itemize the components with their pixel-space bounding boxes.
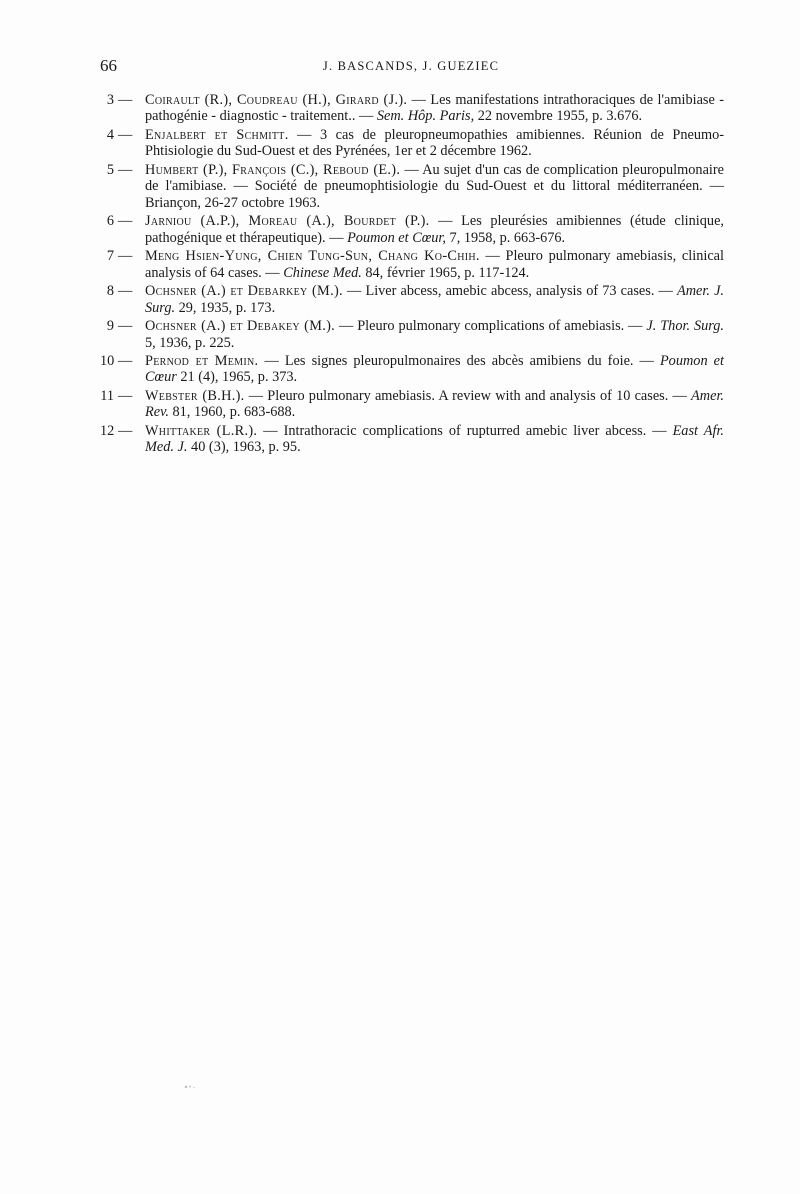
reference-number: 5 (106, 161, 114, 178)
reference-item (100, 388, 724, 421)
print-speck-mark (183, 1084, 199, 1090)
reference-details: 81, 1960, p. 683-688. (168, 404, 296, 421)
reference-text: — Pleuro pulmonary amebiasis. A review with and analysis of 10 cases. — (244, 388, 692, 405)
reference-number: 9 (106, 318, 114, 335)
reference-journal: Poumon et Cœur (145, 353, 724, 386)
reference-authors: Ochsner (A.) et Debakey (M.). (145, 318, 336, 335)
reference-item (100, 283, 724, 316)
reference-text: — Pleuro pulmonary amebiasis, clinical analysis of 64 cases. — (145, 248, 724, 281)
reference-journal: Amer. Rev. (145, 388, 725, 421)
reference-text: — 3 cas de pleuropneumopathies amibiennes. Réunion de Pneumo-Phtisiologie du Sud-Ouest et des Pyrénées, 1er et 2 décembre 1962. (145, 126, 724, 160)
reference-number: 7 (106, 248, 114, 265)
reference-item (100, 92, 724, 125)
reference-authors: Enjalbert et Schmitt. (145, 126, 289, 143)
reference-number: 3 (106, 92, 114, 108)
reference-details: 5, 1936, p. 225. (145, 334, 235, 351)
reference-journal: Chinese Med. (283, 264, 362, 281)
reference-text: — Pleuro pulmonary complications of amebiasis. — (335, 318, 647, 335)
reference-text: — Liver abcess, amebic abcess, analysis of 73 cases. — (342, 283, 677, 300)
reference-authors: Coirault (R.), Coudreau (H.), Girard (J.). (145, 92, 408, 108)
reference-item (100, 213, 724, 246)
reference-number: 10 (100, 353, 115, 370)
reference-dash: — (118, 388, 133, 405)
reference-number: 11 (100, 388, 114, 405)
reference-journal: Sem. Hôp. Paris, (376, 108, 475, 125)
reference-dash: — (118, 353, 133, 370)
page-header (100, 56, 722, 80)
reference-number: 6 (106, 213, 114, 230)
reference-journal: Poumon et Cœur, (347, 229, 446, 246)
reference-item (100, 318, 724, 351)
reference-number: 12 (100, 423, 115, 440)
reference-authors: Meng Hsien-Yung, Chien Tung-Sun, Chang Ko-Chih. (145, 248, 480, 265)
reference-dash: — (118, 126, 133, 143)
reference-text: — Les signes pleuropulmonaires des abcès amibiens du foie. — (258, 353, 660, 370)
reference-authors: Whittaker (L.R.). (145, 423, 258, 440)
reference-dash: — (118, 283, 133, 300)
reference-details: 84, février 1965, p. 117-124. (361, 264, 530, 281)
reference-item (100, 162, 724, 211)
reference-details: 21 (4), 1965, p. 373. (176, 369, 298, 386)
reference-journal: J. Thor. Surg. (646, 318, 724, 335)
reference-dash: — (118, 318, 133, 335)
reference-dash: — (118, 161, 133, 178)
page-number: 66 (100, 56, 117, 75)
reference-details: 40 (3), 1963, p. 95. (187, 439, 301, 456)
reference-authors: Webster (B.H.). (145, 388, 245, 405)
reference-details: 29, 1935, p. 173. (175, 299, 276, 316)
reference-item (100, 248, 724, 281)
reference-text: — Les manifestations intrathoraciques de l'amibiase - pathogénie - diagnostic - traitement.. — (145, 92, 724, 125)
reference-number: 4 (106, 126, 114, 143)
reference-number: 8 (106, 283, 114, 300)
reference-item (100, 127, 724, 160)
running-head: J. BASCANDS, J. GUEZIEC (322, 59, 500, 73)
reference-list (100, 92, 724, 458)
reference-dash: — (118, 92, 133, 108)
reference-text: — Intrathoracic complications of rupturred amebic liver abcess. — (257, 423, 673, 440)
reference-authors: Jarniou (A.P.), Moreau (A.), Bourdet (P.). (145, 213, 430, 230)
reference-text: — Les pleurésies amibiennes (étude clinique, pathogénique et thérapeutique). — (145, 213, 724, 246)
reference-details: 22 novembre 1955, p. 3.676. (474, 108, 643, 125)
reference-dash: — (118, 213, 133, 230)
reference-authors: Pernod et Memin. (145, 353, 259, 370)
reference-text: — Au sujet d'un cas de complication pleuropulmonaire de l'amibiase. — Société de pneumophtisiologie du Sud-Ouest et du littoral méditerranéen. — Briançon, 26-27 octobre 1963. (145, 161, 724, 211)
reference-item (100, 423, 724, 456)
reference-journal: East Afr. Med. J. (145, 423, 724, 456)
reference-authors: Ochsner (A.) et Debarkey (M.). (145, 283, 343, 300)
reference-item (100, 353, 724, 386)
reference-dash: — (118, 248, 133, 265)
reference-authors: Humbert (P.), François (C.), Reboud (E.). (145, 161, 401, 178)
reference-journal: Amer. J. Surg. (145, 283, 724, 316)
reference-details: 7, 1958, p. 663-676. (445, 229, 566, 246)
reference-dash: — (118, 423, 133, 440)
